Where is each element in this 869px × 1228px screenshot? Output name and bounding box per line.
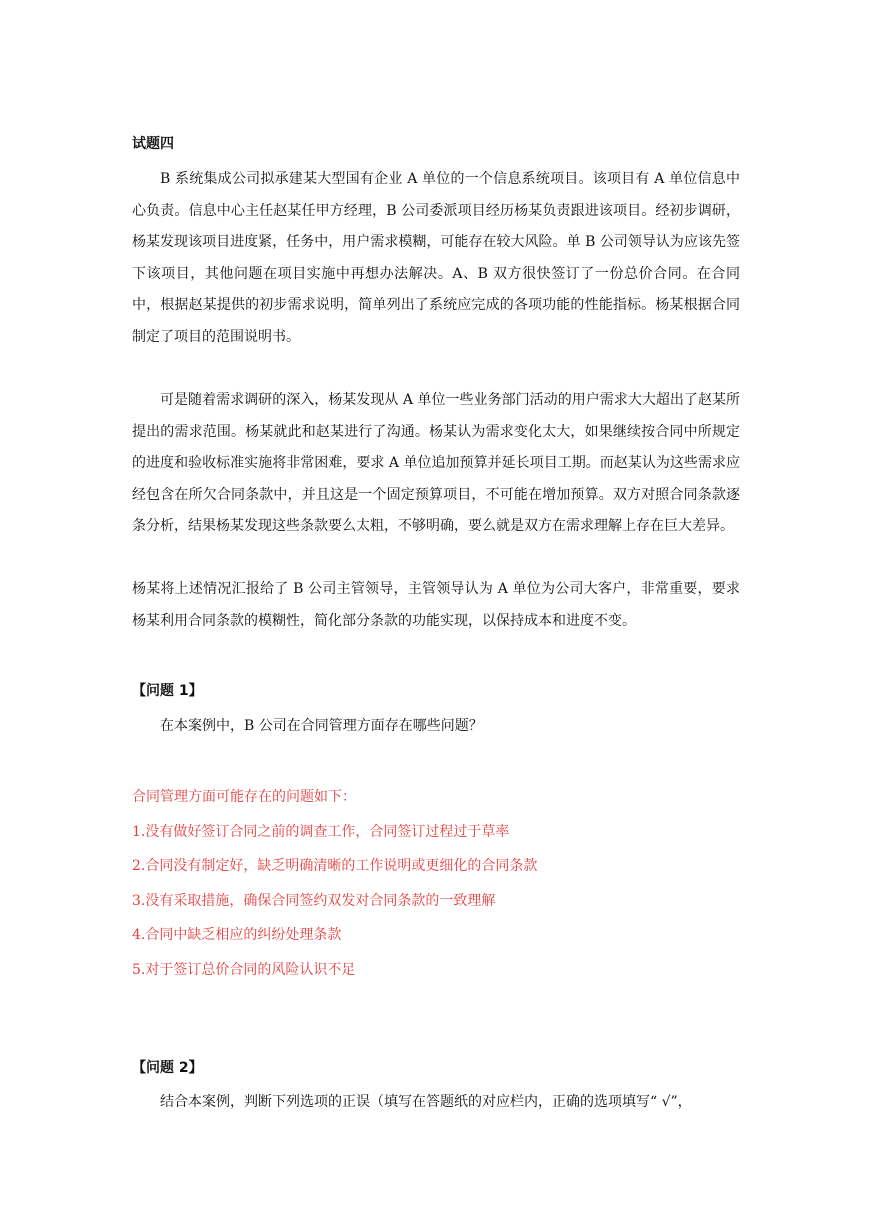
answer-1-item: 2.合同没有制定好，缺乏明确清晰的工作说明或更细化的合同条款: [132, 858, 538, 874]
answer-1-item: 1.没有做好签订合同之前的调查工作，合同签订过程过于草率: [132, 823, 510, 840]
question-2-text: 结合本案例，判断下列选项的正误（填写在答题纸的对应栏内，正确的选项填写“ √”，: [160, 1094, 692, 1110]
answer-1-intro: 合同管理方面可能存在的问题如下：: [132, 789, 356, 805]
case-paragraph-3: 杨某将上述情况汇报给了 B 公司主管领导，主管领导认为 A 单位为公司大客户，非常重要，要求杨某利用合同条款的模糊性，简化部分条款的功能实现，以保持成本和进度不变。: [132, 581, 740, 629]
answer-1-item: 5.对于签订总价合同的风险认识不足: [132, 961, 356, 978]
question-1-heading: 【问题 1】: [132, 683, 203, 699]
answer-1-item: 4.合同中缺乏相应的纠纷处理条款: [132, 927, 342, 943]
question-1-text: 在本案例中，B 公司在合同管理方面存在哪些问题？: [160, 718, 483, 734]
answer-1-block: [132, 780, 740, 987]
answer-1-item: 3.没有采取措施，确保合同签约双发对合同条款的一致理解: [132, 892, 496, 909]
exam-title: 试题四: [132, 136, 174, 152]
case-paragraph-2: 可是随着需求调研的深入，杨某发现从 A 单位一些业务部门活动的用户需求大大超出了赵某所提出的需求范围。杨某就此和赵某进行了沟通。杨某认为需求变化太大，如果继续按合同中所规定的进度和验收标准实施将非常困难，要求 A 单位追加预算并延长项目工期。而赵某认为这些需求应经包含在所欠合同条款中，并且这是一个固定预算项目，不可能在增加预算。双方对照合同条款逐条分析，结果杨某发现这些条款要么太粗，不够明确，要么就是双方在需求理解上存在巨大差异。: [132, 392, 740, 535]
question-2-heading: 【问题 2】: [132, 1060, 203, 1076]
case-paragraph-1: B 系统集成公司拟承建某大型国有企业 A 单位的一个信息系统项目。该项目有 A 单位信息中心负责。信息中心主任赵某任甲方经理，B 公司委派项目经历杨某负责跟进该项目。经初步调研，杨某发现该项目进度紧，任务中，用户需求模糊，可能存在较大风险。单 B 公司领导认为应该先签下该项目，其他问题在项目实施中再想办法解决。A、B 双方很快签订了一份总价合同。在合同中，根据赵某提供的初步需求说明，简单列出了系统应完成的各项功能的性能指标。杨某根据合同制定了项目的范围说明书。: [132, 171, 740, 345]
